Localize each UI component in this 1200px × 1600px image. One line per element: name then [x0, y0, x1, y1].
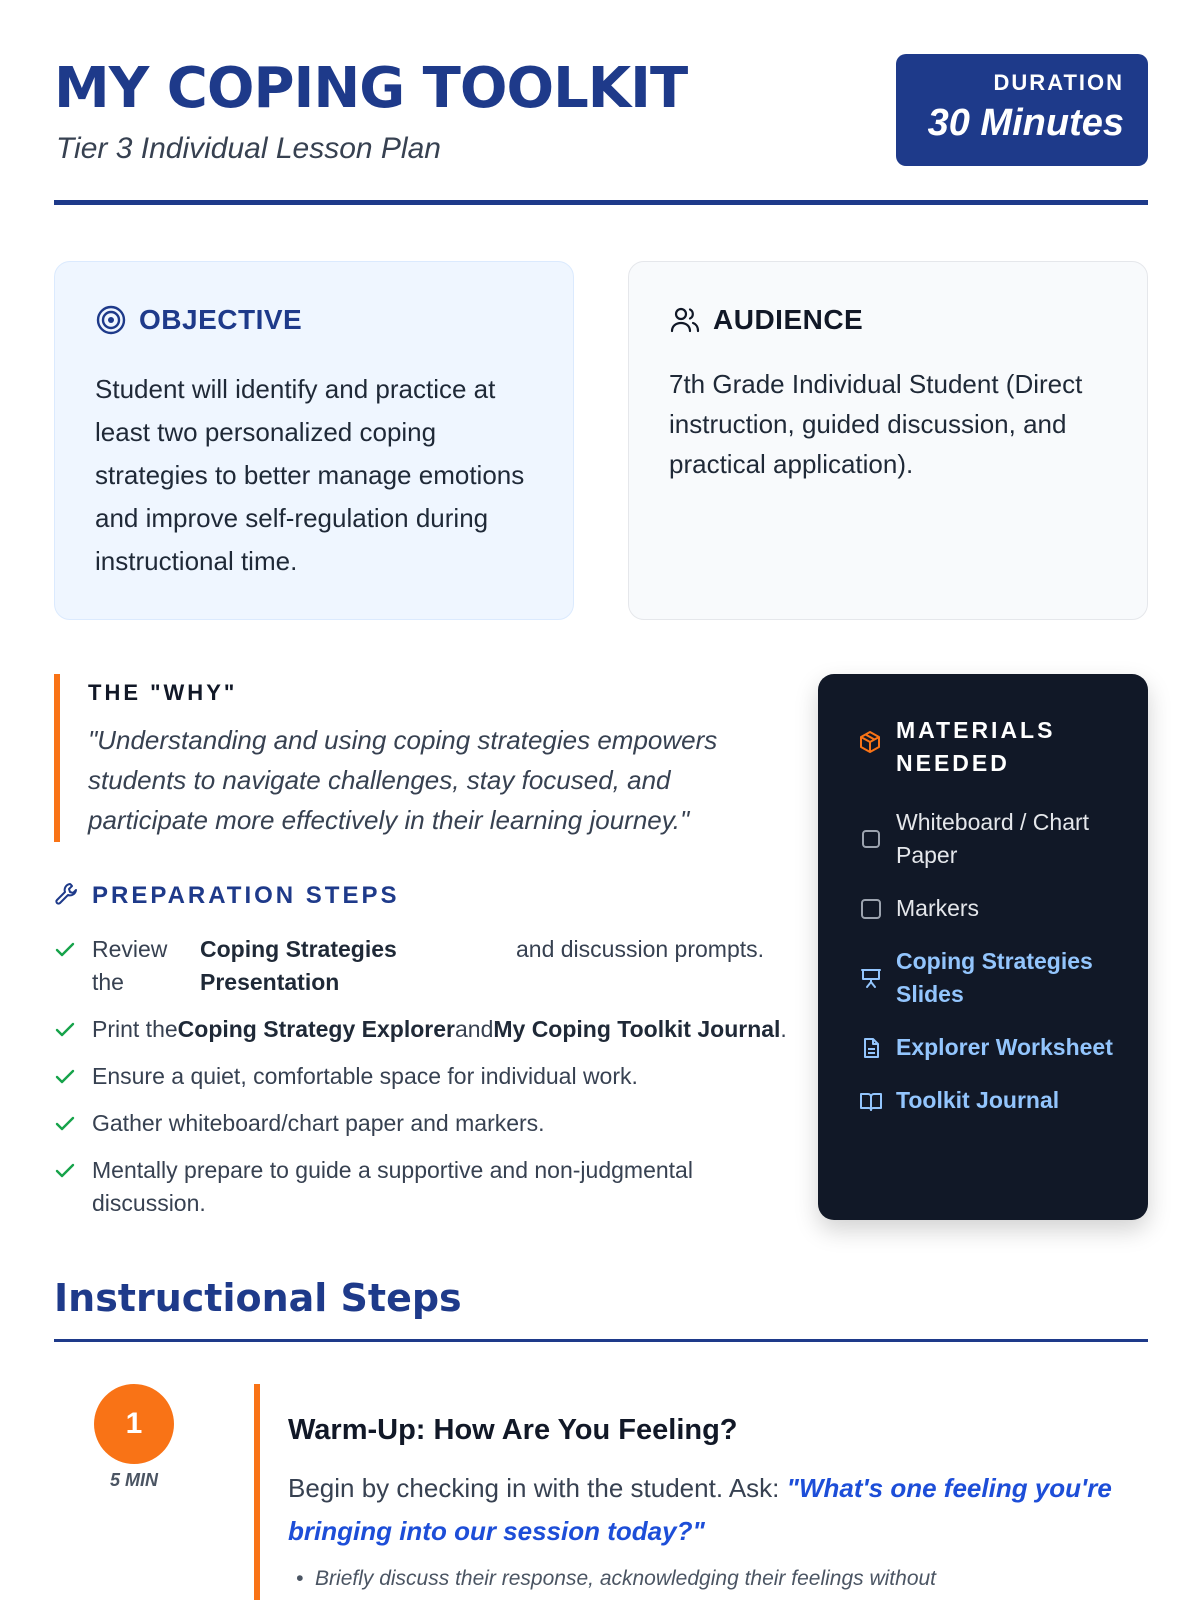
- materials-list: [858, 806, 1128, 1117]
- prep-item-text: and discussion prompts.: [516, 936, 765, 962]
- prep-item-text: Review the: [92, 936, 168, 995]
- prep-item-text: Ensure a quiet, comfortable space for individual work.: [92, 1063, 638, 1089]
- material-item[interactable]: [858, 1084, 1128, 1117]
- preparation-section: [54, 880, 787, 1234]
- instructional-heading: Instructional Steps: [54, 1276, 462, 1320]
- target-icon: [95, 304, 127, 336]
- check-icon: [54, 1013, 92, 1046]
- wrench-icon: [54, 880, 80, 911]
- prep-item-emphasis: My Coping Toolkit Journal: [493, 1016, 781, 1042]
- step-card: [254, 1384, 1148, 1600]
- audience-heading: AUDIENCE: [713, 304, 864, 335]
- material-link[interactable]: Coping Strategies Slides: [896, 948, 1093, 1007]
- document-icon: [858, 1035, 884, 1061]
- why-quote: "Understanding and using coping strategies empowers students to navigate challenges, stay focused, and participate more effectively in their learning journey.": [88, 725, 718, 835]
- step-duration: 5 MIN: [109, 1470, 158, 1490]
- step-question: "What's one feeling you're bringing into our session today?": [288, 1473, 1112, 1546]
- package-icon: [858, 730, 882, 759]
- duration-badge: [896, 54, 1148, 166]
- material-item[interactable]: [858, 945, 1128, 1011]
- why-heading: THE "WHY": [88, 680, 238, 705]
- why-section: [54, 674, 774, 842]
- prep-item: [54, 933, 774, 999]
- step-bullet: • Briefly discuss their response, acknowledging their feelings without: [296, 1567, 937, 1590]
- preparation-list: [54, 933, 787, 1220]
- objective-card: [54, 261, 574, 620]
- step-text: [288, 1467, 1118, 1553]
- prep-item-emphasis: Coping Strategies Presentation: [200, 936, 397, 995]
- material-item[interactable]: [858, 1031, 1128, 1064]
- step-number: 1: [94, 1384, 174, 1464]
- prep-item-text: .: [780, 1016, 787, 1042]
- book-icon: [858, 1088, 884, 1114]
- material-label: Whiteboard / Chart Paper: [896, 809, 1090, 868]
- materials-panel: [818, 674, 1148, 1220]
- page-subtitle: Tier 3 Individual Lesson Plan: [56, 132, 441, 165]
- material-item[interactable]: [858, 806, 1128, 872]
- prep-item: [54, 1013, 787, 1046]
- checkbox-icon[interactable]: [858, 826, 884, 852]
- step-bullet-text: Briefly discuss their response, acknowledging their feelings without: [315, 1567, 937, 1590]
- check-icon: [54, 1154, 92, 1187]
- objective-text: Student will identify and practice at least two personalized coping strategies to better manage emotions and improve self-regulation during instructional time.: [95, 374, 525, 576]
- preparation-heading: PREPARATION STEPS: [92, 881, 400, 909]
- header-divider: [54, 200, 1148, 205]
- material-link[interactable]: Toolkit Journal: [896, 1087, 1060, 1113]
- prep-item-text: and: [454, 1016, 494, 1042]
- check-icon: [54, 1060, 92, 1093]
- material-item[interactable]: [858, 892, 1128, 925]
- material-label: Markers: [896, 895, 980, 921]
- prep-item-text: Print the: [92, 1016, 178, 1042]
- objective-heading: OBJECTIVE: [139, 304, 303, 335]
- step-text-intro: Begin by checking in with the student. Ask:: [288, 1473, 787, 1503]
- prep-item: [54, 1107, 774, 1140]
- audience-text: 7th Grade Individual Student (Direct instruction, guided discussion, and practical application).: [669, 369, 1083, 479]
- checkbox-icon[interactable]: [858, 896, 884, 922]
- check-icon: [54, 933, 92, 966]
- audience-card: [628, 261, 1148, 620]
- step-title: Warm-Up: How Are You Feeling?: [288, 1414, 738, 1446]
- users-icon: [669, 304, 701, 336]
- prep-item-text: Mentally prepare to guide a supportive and non-judgmental discussion.: [92, 1157, 693, 1216]
- page-header: [54, 52, 1148, 208]
- presentation-icon: [858, 965, 884, 991]
- duration-label: DURATION: [993, 70, 1124, 95]
- prep-item-text: Gather whiteboard/chart paper and markers.: [92, 1110, 545, 1136]
- material-link[interactable]: Explorer Worksheet: [896, 1034, 1113, 1060]
- prep-item-emphasis: Coping Strategy Explorer: [177, 1016, 455, 1042]
- materials-heading: MATERIALS NEEDED: [896, 717, 1056, 776]
- prep-item: [54, 1060, 774, 1093]
- prep-item: [54, 1154, 774, 1220]
- check-icon: [54, 1107, 92, 1140]
- duration-value: 30 Minutes: [927, 102, 1124, 144]
- instructional-divider: [54, 1339, 1148, 1342]
- page-title: MY COPING TOOLKIT: [54, 56, 688, 121]
